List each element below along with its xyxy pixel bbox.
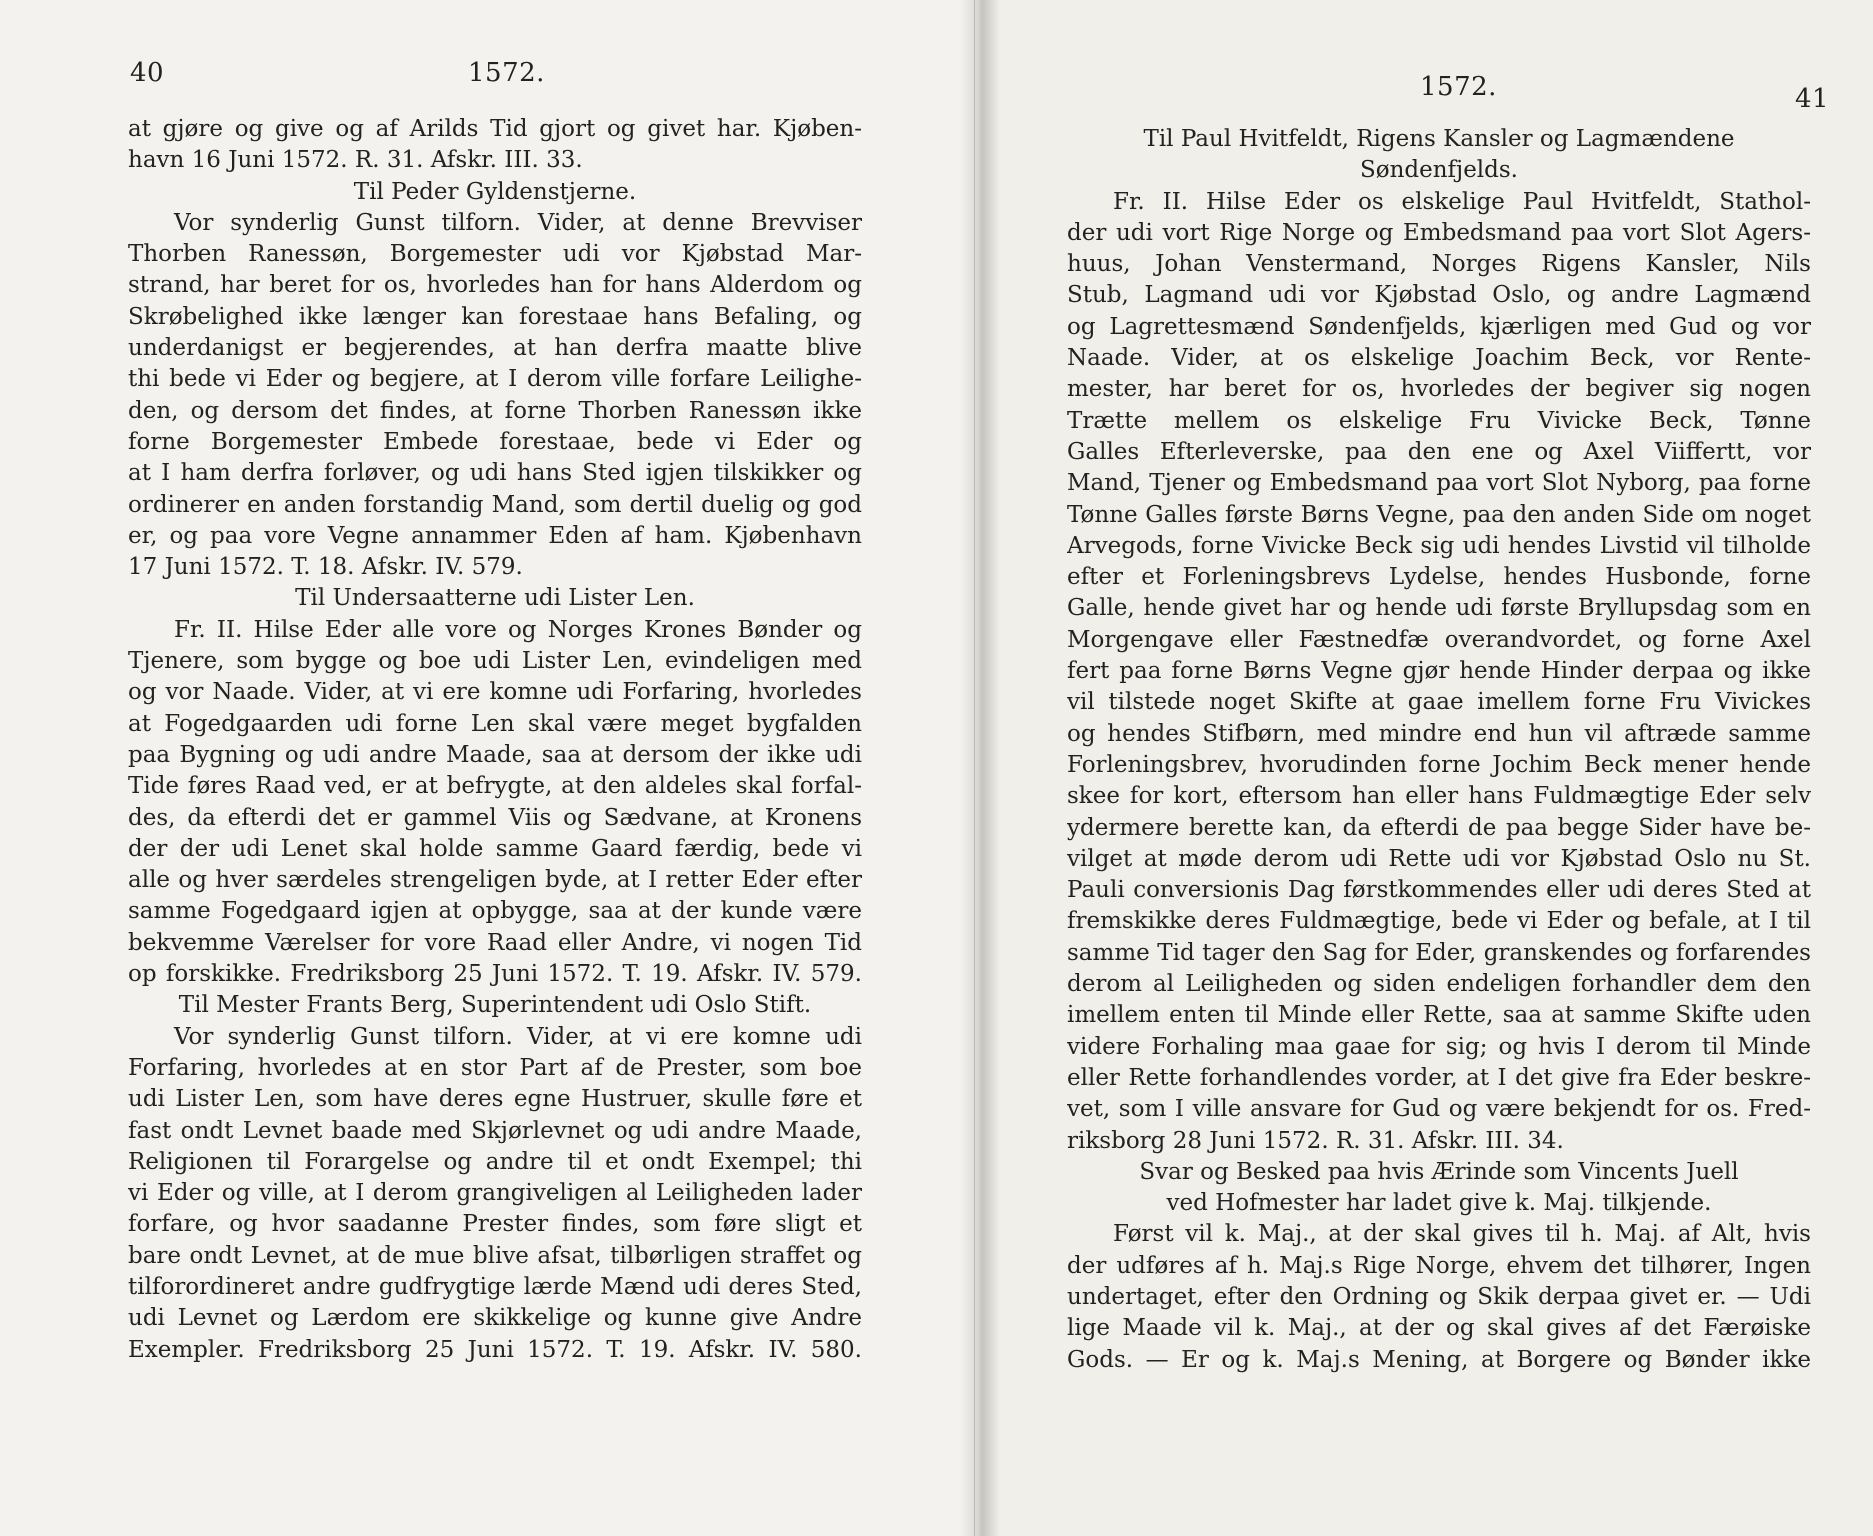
text-line: Fr. II. Hilse Eder alle vore og Norges Krones Bønder og: [174, 616, 862, 643]
text-line: Gods. — Er og k. Maj.s Mening, at Borgere og Bønder ikke: [1067, 1346, 1811, 1373]
text-line: Religionen til Forargelse og andre til et ondt Exempel; thi: [128, 1148, 862, 1175]
text-line: alle og hver særdeles strengeligen byde, at I retter Eder efter: [128, 867, 862, 894]
text-line: Til Paul Hvitfeldt, Rigens Kansler og Lagmændene: [1143, 126, 1735, 152]
text-line: fast ondt Levnet baade med Skjørlevnet og udi andre Maade,: [128, 1117, 862, 1144]
text-line: lige Maade vil k. Maj., at der og skal gives af det Færøiske: [1067, 1315, 1811, 1342]
text-line: at gjøre og give og af Arilds Tid gjort og givet har. Kjøben-: [128, 116, 862, 142]
right-page-text: [1067, 124, 1811, 1376]
text-line: er, og paa vore Vegne annammer Eden af ham. Kjøbenhavn: [128, 522, 862, 549]
text-line: fremskikke deres Fuldmægtige, bede vi Eder og befale, at I til: [1067, 908, 1811, 935]
text-line: samme Fogedgaard igjen at opbygge, saa at der kunde være: [128, 898, 862, 925]
text-line: paa Bygning og udi andre Maade, saa at dersom der ikke udi: [128, 741, 862, 768]
text-line: ordinerer en anden forstandig Mand, som dertil duelig og god: [128, 491, 862, 518]
text-line: Pauli conversionis Dag førstkommendes eller udi deres Sted at: [1067, 877, 1811, 904]
text-line: og Lagrettesmænd Søndenfjelds, kjærligen med Gud og vor: [1067, 313, 1811, 340]
text-line: Exempler. Fredriksborg 25 Juni 1572. T. 19. Afskr. IV. 580.: [128, 1336, 862, 1363]
text-line: 17 Juni 1572. T. 18. Afskr. IV. 579.: [128, 554, 523, 581]
text-line: mester, har beret for os, hvorledes der begiver sig nogen: [1067, 376, 1811, 403]
text-line: bekvemme Værelser for vore Raad eller Andre, vi nogen Tid: [128, 929, 862, 956]
text-line: og vor Naade. Vider, at vi ere komne udi Forfaring, hvorledes: [128, 679, 862, 706]
text-line: strand, har beret for os, hvorledes han for hans Alderdom og: [128, 272, 862, 299]
text-line: derom al Leiligheden og siden endeligen forhandler dem den: [1067, 971, 1811, 998]
text-line: udi Levnet og Lærdom ere skikkelige og kunne give Andre: [128, 1305, 862, 1332]
text-line: Arvegods, forne Vivicke Beck sig udi hendes Livstid vil tilholde: [1067, 532, 1811, 559]
text-line: Morgengave eller Fæstnedfæ overandvordet, og forne Axel: [1067, 626, 1811, 653]
text-line: Tjenere, som bygge og boe udi Lister Len, evindeligen med: [128, 648, 862, 675]
text-line: der udi vort Rige Norge og Embedsmand paa vort Slot Agers-: [1067, 219, 1811, 246]
text-line: Svar og Besked paa hvis Ærinde som Vincents Juell: [1139, 1158, 1739, 1185]
text-line: Trætte mellem os elskelige Fru Vivicke Beck, Tønne: [1067, 407, 1811, 434]
text-line: vilget at møde derom udi Rette udi vor Kjøbstad Oslo nu St.: [1067, 845, 1811, 872]
right-running-head: 1572.: [1420, 72, 1497, 102]
text-line: videre Forhaling maa gaae for sig; og hvis I derom til Minde: [1067, 1033, 1811, 1060]
text-line: Til Mester Frants Berg, Superintendent udi Oslo Stift.: [178, 992, 812, 1019]
left-running-head: 1572.: [468, 58, 545, 88]
text-line: Mand, Tjener og Embedsmand paa vort Slot Nyborg, paa forne: [1067, 470, 1811, 497]
text-line: at I ham derfra forløver, og udi hans Sted igjen tilskikker og: [128, 460, 862, 487]
left-page-number: 40: [130, 58, 165, 88]
text-line: des, da efterdi det er gammel Viis og Sædvane, at Kronens: [128, 804, 862, 831]
text-line: Fr. II. Hilse Eder os elskelige Paul Hvitfeldt, Stathol-: [1113, 188, 1811, 215]
text-line: efter et Forleningsbrevs Lydelse, hendes Husbonde, forne: [1067, 564, 1811, 591]
text-line: tilforordineret andre gudfrygtige lærde Mænd udi deres Sted,: [128, 1273, 862, 1300]
text-line: Thorben Ranessøn, Borgemester udi vor Kjøbstad Mar-: [128, 241, 862, 268]
text-line: udi Lister Len, som have deres egne Hustruer, skulle føre et: [128, 1086, 862, 1113]
text-line: Først vil k. Maj., at der skal gives til h. Maj. af Alt, hvis: [1113, 1221, 1811, 1248]
text-line: Galle, hende givet har og hende udi første Bryllupsdag som en: [1067, 595, 1811, 622]
text-line: Stub, Lagmand udi vor Kjøbstad Oslo, og andre Lagmænd: [1067, 282, 1811, 309]
text-line: Skrøbelighed ikke længer kan forestaae hans Befaling, og: [128, 303, 862, 330]
text-line: vi Eder og ville, at I derom grangiveligen al Leiligheden lader: [128, 1180, 862, 1207]
text-line: fert paa forne Børns Vegne gjør hende Hinder derpaa og ikke: [1067, 658, 1811, 685]
text-line: der der udi Lenet skal holde samme Gaard færdig, bede vi: [128, 835, 862, 862]
text-line: ydermere berette kan, da efterdi de paa begge Sider have be-: [1067, 814, 1811, 841]
text-line: thi bede vi Eder og begjere, at I derom ville forfare Leilighe-: [128, 366, 862, 393]
text-line: forne Borgemester Embede forestaae, bede vi Eder og: [128, 428, 862, 455]
text-line: vil tilstede noget Skifte at gaae imellem forne Fru Vivickes: [1067, 689, 1811, 716]
right-page: [975, 0, 1873, 1536]
text-line: og hendes Stifbørn, med mindre end hun vil aftræde samme: [1067, 720, 1811, 747]
text-line: eller Rette forhandlendes vorder, at I det give fra Eder beskre-: [1067, 1064, 1811, 1091]
text-line: Naade. Vider, at os elskelige Joachim Beck, vor Rente-: [1067, 345, 1811, 372]
text-line: Søndenfjelds.: [1359, 157, 1518, 184]
text-line: at Fogedgaarden udi forne Len skal være meget bygfalden: [128, 710, 862, 737]
text-line: Galles Efterleverske, paa den ene og Axel Viiffertt, vor: [1067, 438, 1811, 465]
text-line: ved Hofmester har ladet give k. Maj. tilkjende.: [1166, 1190, 1712, 1217]
text-line: Tønne Galles første Børns Vegne, paa den anden Side om noget: [1067, 501, 1811, 528]
text-line: riksborg 28 Juni 1572. R. 31. Afskr. III. 34.: [1067, 1127, 1564, 1154]
text-line: Forfaring, hvorledes at en stor Part af de Prester, som boe: [128, 1054, 862, 1081]
text-line: imellem enten til Minde eller Rette, saa at samme Skifte uden: [1067, 1002, 1811, 1029]
text-line: huus, Johan Venstermand, Norges Rigens Kansler, Nils: [1067, 251, 1811, 278]
text-line: vet, som I ville ansvare for Gud og være bekjendt for os. Fred-: [1067, 1096, 1811, 1123]
text-line: op forskikke. Fredriksborg 25 Juni 1572. T. 19. Afskr. IV. 579.: [128, 961, 862, 988]
text-line: Vor synderlig Gunst tilforn. Vider, at denne Brevviser: [174, 209, 862, 236]
text-line: Til Peder Gyldenstjerne.: [353, 178, 637, 205]
text-line: Til Undersaatterne udi Lister Len.: [295, 585, 695, 612]
right-page-number: 41: [1795, 84, 1830, 114]
text-line: forfare, og hvor saadanne Prester findes, som føre sligt et: [128, 1211, 862, 1238]
left-page-text: [128, 114, 862, 1366]
text-line: der udføres af h. Maj.s Rige Norge, ehvem det tilhører, Ingen: [1067, 1252, 1811, 1279]
text-line: Forleningsbrev, hvorudinden forne Jochim Beck mener hende: [1067, 751, 1811, 778]
text-line: samme Tid tager den Sag for Eder, granskendes og forfarendes: [1067, 939, 1811, 966]
text-line: skee for kort, eftersom han eller hans Fuldmægtige Eder selv: [1067, 783, 1811, 810]
text-line: Vor synderlig Gunst tilforn. Vider, at vi ere komne udi: [174, 1023, 862, 1050]
text-line: havn 16 Juni 1572. R. 31. Afskr. III. 33.: [128, 147, 583, 174]
text-line: den, og dersom det findes, at forne Thorben Ranessøn ikke: [128, 397, 862, 424]
text-line: underdanigst er begjerendes, at han derfra maatte blive: [128, 335, 862, 362]
text-line: bare ondt Levnet, at de mue blive afsat, tilbørligen straffet og: [128, 1242, 862, 1269]
text-line: Tide føres Raad ved, er at befrygte, at den aldeles skal forfal-: [128, 773, 862, 800]
text-line: undertaget, efter den Ordning og Skik derpaa givet er. — Udi: [1067, 1283, 1811, 1310]
